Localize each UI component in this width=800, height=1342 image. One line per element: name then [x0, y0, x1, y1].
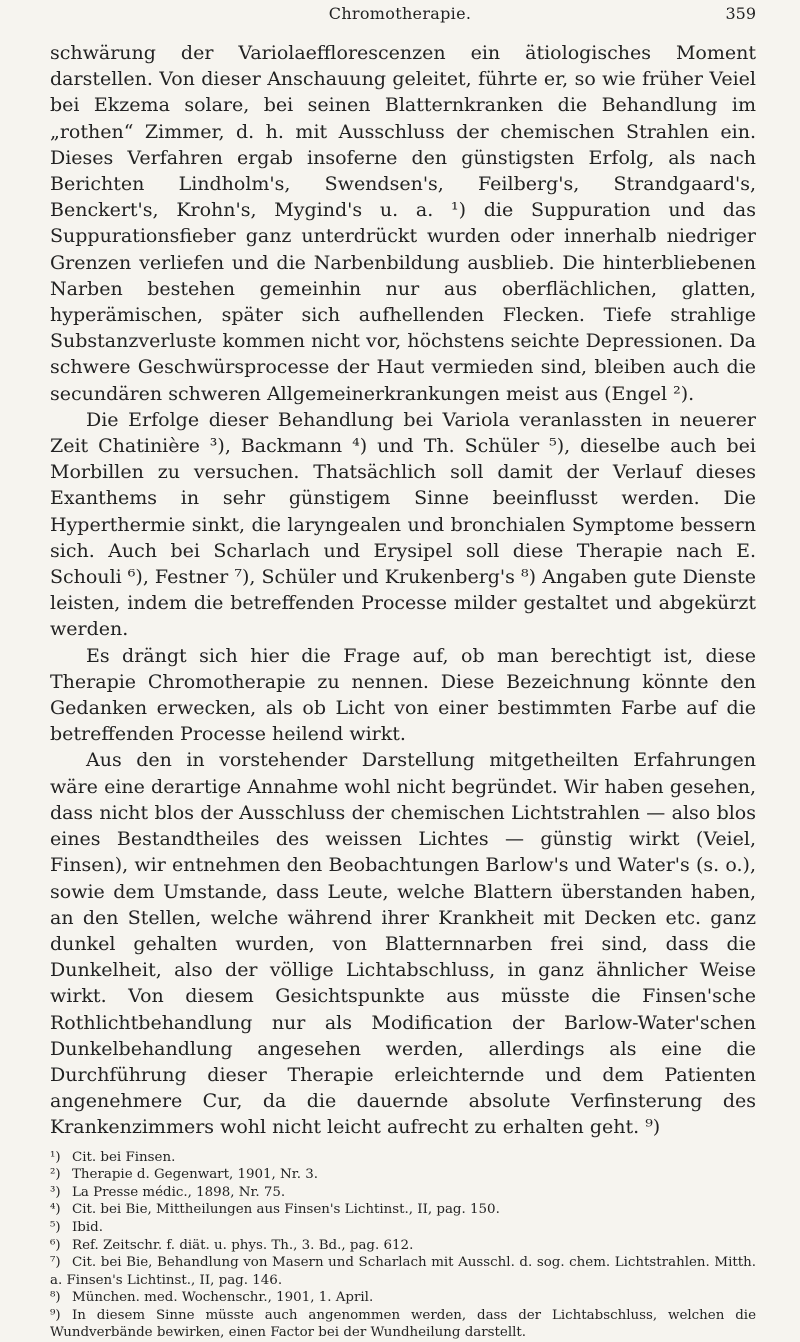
footnotes — [50, 1149, 756, 1342]
footnote: ⁷) Cit. bei Bie, Behandlung von Masern und Scharlach mit Ausschl. d. sog. chem. Lichtstrahlen. Mitth. a. Finsen's Lichtinst., II, pag. 146. — [50, 1255, 756, 1288]
main-text — [50, 40, 756, 1342]
footnote: ²) Therapie d. Gegenwart, 1901, Nr. 3. — [50, 1167, 318, 1183]
footnote: ⁵) Ibid. — [50, 1219, 103, 1235]
paragraph: schwärung der Variolaefflorescenzen ein ätiologisches Moment darstellen. Von dieser Anschauung geleitet, führte er, so wie früher Veiel bei Ekzema solare, bei seinen Blatternkranken die Behandlung im „rothen“ Zimmer, d. h. mit Ausschluss der chemischen Strahlen ein. Dieses Verfahren ergab insoferne den günstigsten Erfolg, als nach Berichten Lindholm's, Swendsen's, Feilberg's, Strandgaard's, Benckert's, Krohn's, Mygind's u. a. ¹) die Suppuration und das Suppurationsfieber ganz unterdrückt wurden oder innerhalb niedriger Grenzen verliefen und die Narbenbildung ausblieb. Die hinterbliebenen Narben bestehen gemeinhin nur aus oberflächlichen, glatten, hyperämischen, später sich aufhellenden Flecken. Tiefe strahlige Substanzverluste kommen nicht vor, höchstens seichte Depressionen. Da schwere Geschwürsprocesse der Haut vermieden sind, bleiben auch die secundären schweren Allgemeinerkrankungen meist aus (Engel ²). — [50, 42, 756, 405]
paragraph: Die Erfolge dieser Behandlung bei Variola veranlassten in neuerer Zeit Chatinière ³), Backmann ⁴) und Th. Schüler ⁵), dieselbe auch bei Morbillen zu versuchen. Thatsächlich soll damit der Verlauf dieses Exanthems in sehr günstigem Sinne beeinflusst werden. Die Hyperthermie sinkt, die laryngealen und bronchialen Symptome bessern sich. Auch bei Scharlach und Erysipel soll diese Therapie nach E. Schouli ⁶), Festner ⁷), Schüler und Krukenberg's ⁸) Angaben gute Dienste leisten, indem die betreffenden Processe milder gestaltet und abgekürzt werden. — [50, 408, 756, 641]
running-title: Chromotherapie. — [328, 4, 472, 23]
footnote: ⁴) Cit. bei Bie, Mittheilungen aus Finsen's Lichtinst., II, pag. 150. — [50, 1202, 500, 1218]
footnote: ³) La Presse médic., 1898, Nr. 75. — [50, 1184, 286, 1200]
running-header — [0, 4, 800, 32]
paragraph: Aus den in vorstehender Darstellung mitgetheilten Erfahrungen wäre eine derartige Annahme wohl nicht begründet. Wir haben gesehen, dass nicht blos der Ausschluss der chemischen Lichtstrahlen — also blos eines Bestandtheiles des weissen Lichtes — günstig wirkt (Veiel, Finsen), wir entnehmen den Beobachtungen Barlow's und Water's (s. o.), sowie dem Umstande, dass Leute, welche Blattern überstanden haben, an den Stellen, welche während ihrer Krankheit mit Decken etc. ganz dunkel gehalten wurden, von Blatternnarben frei sind, dass die Dunkelheit, also der völlige Lichtabschluss, in ganz ähnlicher Weise wirkt. Von diesem Gesichtspunkte aus müsste die Finsen'sche Rothlichtbehandlung nur als Modification der Barlow-Water'schen Dunkelbehandlung angesehen werden, allerdings als eine die Durchführung dieser Therapie erleichternde und dem Patienten angenehmere Cur, da die dauernde absolute Verfinsterung des Krankenzimmers wohl nicht leicht aufrecht zu erhalten geht. ⁹) — [50, 749, 756, 1139]
paragraph: Es drängt sich hier die Frage auf, ob man berechtigt ist, diese Therapie Chromotherapie zu nennen. Diese Bezeichnung könnte den Gedanken erwecken, als ob Licht von einer bestimmten Farbe auf die betreffenden Processe heilend wirkt. — [50, 644, 756, 746]
page-number: 359 — [725, 4, 756, 23]
footnote: ¹) Cit. bei Finsen. — [50, 1149, 176, 1165]
footnote: ⁶) Ref. Zeitschr. f. diät. u. phys. Th., 3. Bd., pag. 612. — [50, 1237, 414, 1253]
footnote: ⁸) München. med. Wochenschr., 1901, 1. April. — [50, 1290, 374, 1306]
footnote: ⁹) In diesem Sinne müsste auch angenommen werden, dass der Lichtabschluss, welchen die Wundverbände bewirken, einen Factor bei der Wundheilung darstellt. — [50, 1307, 756, 1341]
